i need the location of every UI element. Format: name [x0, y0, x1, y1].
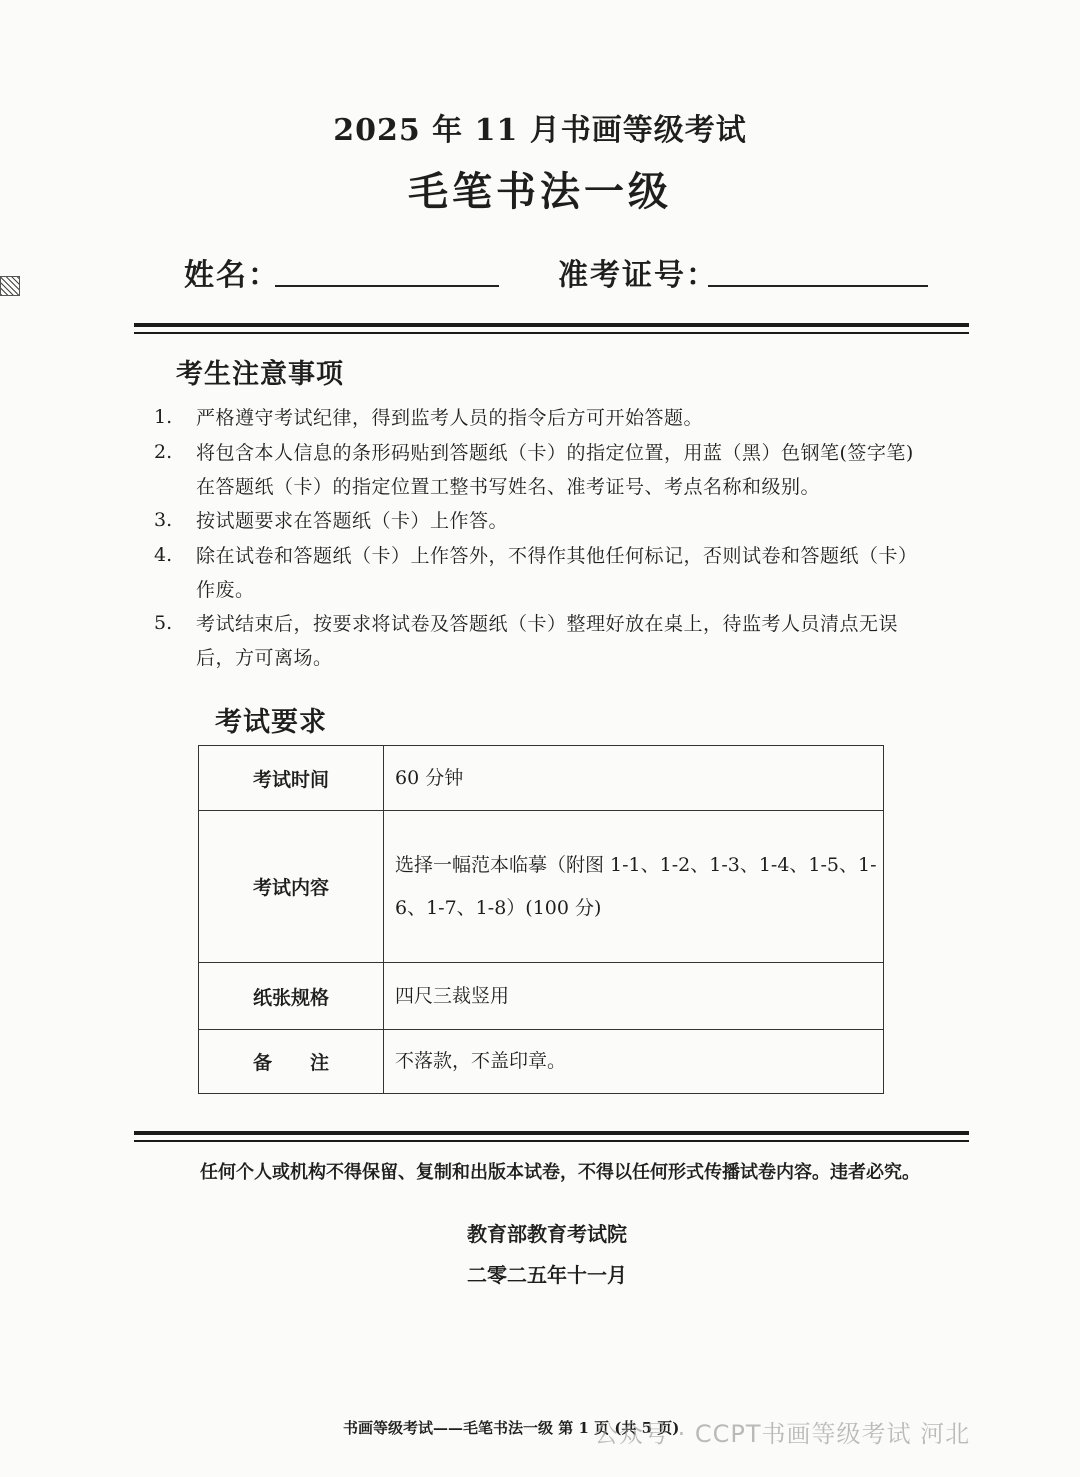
notice-item: 考试结束后，按要求将试卷及答题纸（卡）整理好放在桌上，待监考人员清点无误后，方可离场。	[196, 613, 899, 669]
exam-subtitle: 2025 年 11 月书画等级考试	[333, 113, 747, 148]
table-row	[199, 811, 884, 963]
time-value: 60 分钟	[384, 746, 884, 811]
notice-item: 按试题要求在答题纸（卡）上作答。	[196, 510, 509, 532]
page-footer: 书画等级考试——毛笔书法一级 第 1 页 (共 5 页)	[343, 1419, 680, 1437]
table-row	[199, 963, 884, 1030]
content-value: 选择一幅范本临摹（附图 1-1、1-2、1-3、1-4、1-5、1-6、1-7、1-8）(100 分)	[384, 811, 884, 963]
notice-number: 2.	[154, 441, 173, 463]
notice-number: 5.	[154, 612, 173, 634]
notice-item: 将包含本人信息的条形码贴到答题纸（卡）的指定位置，用蓝（黑）色钢笔(签字笔)在答题纸（卡）的指定位置工整书写姓名、准考证号、考点名称和级别。	[196, 442, 914, 498]
paper-value: 四尺三裁竖用	[384, 963, 884, 1030]
content-label: 考试内容	[199, 811, 384, 963]
notice-number: 1.	[154, 406, 173, 428]
notices-heading: 考生注意事项	[176, 359, 344, 390]
notice-number: 3.	[154, 509, 173, 531]
name-label: 姓名：	[184, 258, 280, 293]
notice-number: 4.	[154, 544, 173, 566]
bottom-rule-thin	[134, 1140, 969, 1142]
copyright-warning: 任何个人或机构不得保留、复制和出版本试卷，不得以任何形式传播试卷内容。违者必究。	[200, 1162, 920, 1183]
ticket-number-label: 准考证号：	[558, 258, 718, 293]
requirements-table	[198, 745, 884, 1094]
notice-item: 除在试卷和答题纸（卡）上作答外，不得作其他任何标记，否则试卷和答题纸（卡）作废。	[196, 545, 918, 601]
exam-title: 毛笔书法一级	[408, 168, 672, 215]
remarks-value: 不落款，不盖印章。	[384, 1030, 884, 1094]
top-rule-thin	[134, 332, 969, 334]
top-rule-thick	[134, 323, 969, 327]
scan-edge-mark	[0, 276, 20, 296]
notice-item: 严格遵守考试纪律，得到监考人员的指令后方可开始答题。	[196, 407, 704, 429]
table-row	[199, 746, 884, 811]
name-field-line[interactable]	[275, 283, 499, 287]
table-row	[199, 1030, 884, 1094]
requirements-heading: 考试要求	[215, 707, 327, 738]
issuer: 教育部教育考试院	[467, 1222, 627, 1246]
time-label: 考试时间	[199, 746, 384, 811]
ticket-number-field-line[interactable]	[708, 283, 928, 287]
remarks-label: 备 注	[199, 1030, 384, 1094]
bottom-rule-thick	[134, 1131, 969, 1135]
watermark: 公众号 · CCPT书画等级考试 河北	[594, 1420, 971, 1448]
paper-label: 纸张规格	[199, 963, 384, 1030]
issue-date: 二零二五年十一月	[467, 1263, 627, 1287]
